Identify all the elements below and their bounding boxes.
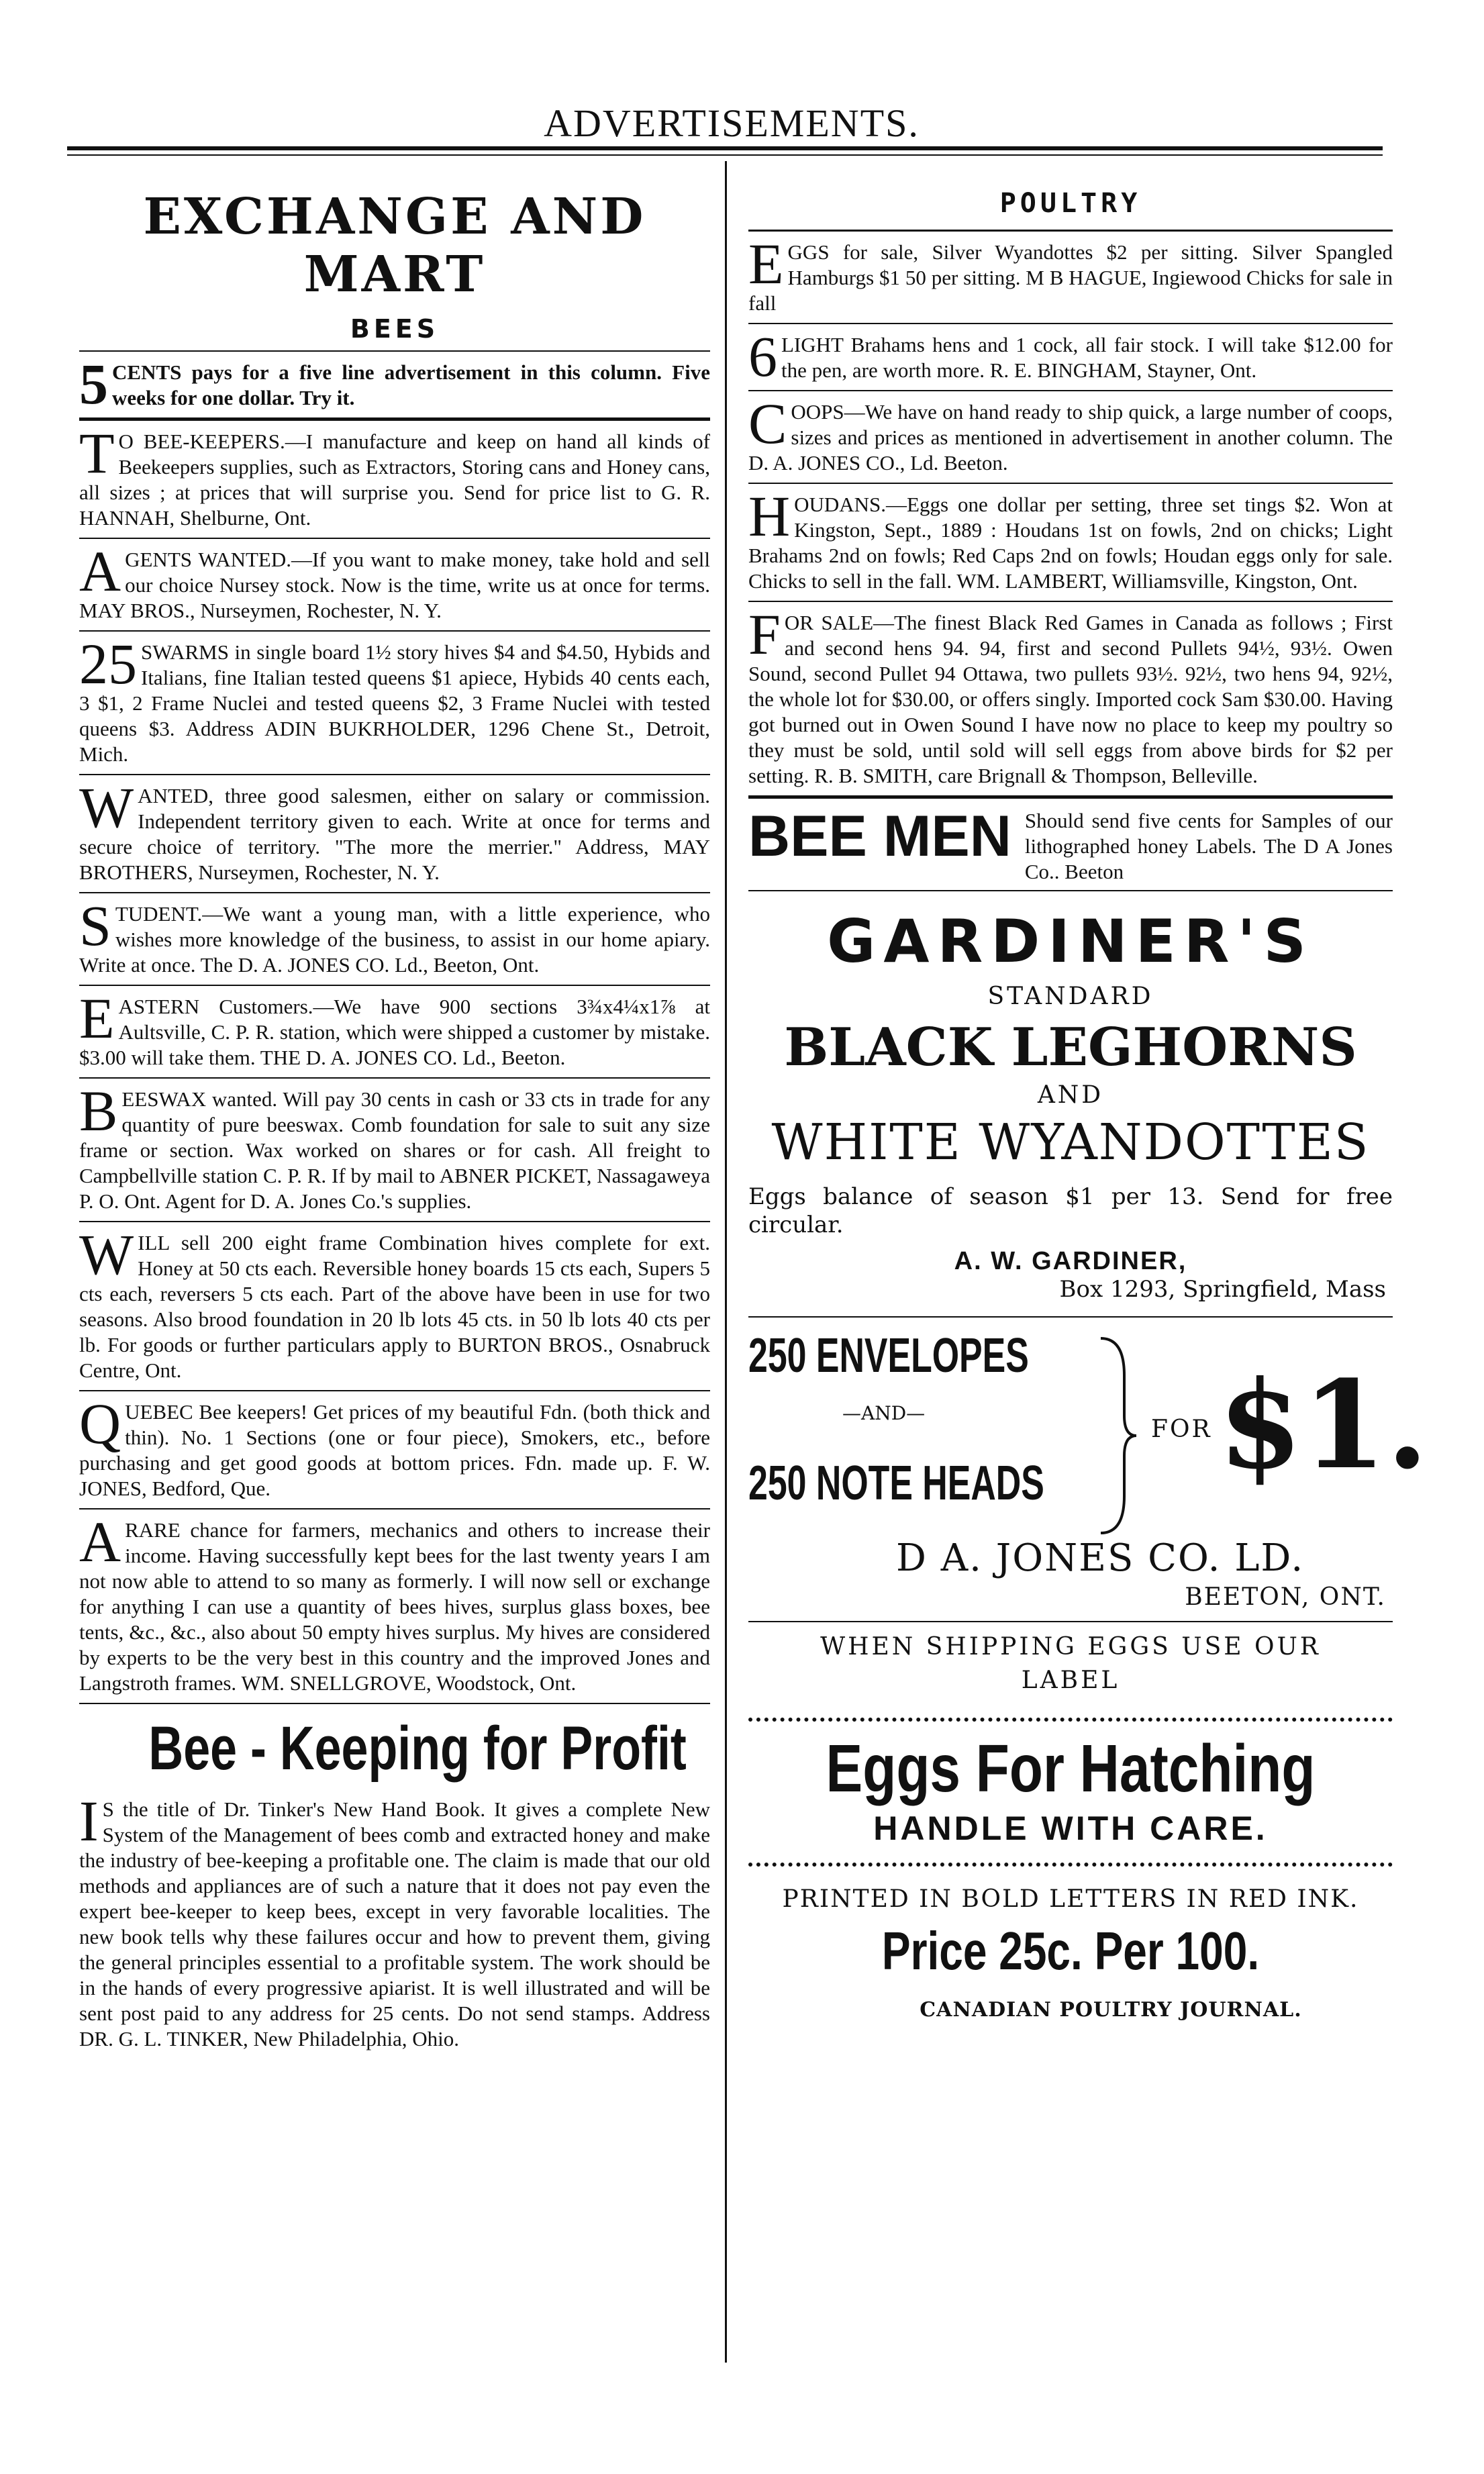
book-title: Bee - Keeping for Profit <box>148 1714 687 1783</box>
drop-cap: W <box>79 1222 134 1287</box>
ad-item <box>79 1391 710 1510</box>
drop-cap: 5 <box>79 352 108 416</box>
ad-item <box>748 602 1393 799</box>
drop-cap: S <box>79 893 111 958</box>
gardiner-title: GARDINER'S <box>827 907 1314 976</box>
ad-item <box>79 1079 710 1222</box>
drop-cap: A <box>79 1510 121 1574</box>
ad-text: CENTS pays for a five line advertisement in this column. Five weeks for one dollar. Try it. <box>112 360 710 409</box>
gardiner-eggs: Eggs balance of season $1 per 13. Send for free circular. <box>748 1183 1393 1238</box>
ad-text: GGS for sale, Silver Wyandottes $2 per sitting. Silver Spangled Hamburgs $1 50 per sitting. M B HAGUE, Ingiewood Chicks for sale in fall <box>748 240 1393 315</box>
exchange-title: EXCHANGE AND MART <box>143 188 646 303</box>
ad-text: GENTS WANTED.—If you want to make money, take hold and sell our choice Nursey stock. Now is the time, write us at once for terms. MAY BROS., Nurseymen, Rochester, N. Y. <box>79 548 710 622</box>
ad-item <box>79 632 710 775</box>
gardiner-name: A. W. GARDINER, <box>954 1247 1187 1275</box>
bee-men-heading: BEE MEN <box>748 804 1011 869</box>
envelopes-price: $1. <box>1218 1354 1429 1496</box>
drop-cap: C <box>748 391 787 456</box>
ad-text: RARE chance for farmers, mechanics and others to increase their income. Having successfully kept bees for the last twenty years I am not now able to attend to so many as formerly. I will now sell or exchange for anything I can use a quantity of bees hives, surplus glass boxes, bee tents, &c., &c., also about 50 empty hives surplus. My hives are considered by experts to be the very best in this country and the improved Jones and Langstroth frames. WM. SNELLGROVE, Woodstock, Ont. <box>79 1518 710 1695</box>
ad-item <box>748 324 1393 391</box>
right-column <box>748 168 1429 2022</box>
journal-name: CANADIAN POULTRY JOURNAL. <box>920 1998 1302 2022</box>
divider <box>748 1621 1393 1622</box>
ad-text: TUDENT.—We want a young man, with a little experience, who wishes more knowledge of the business, to assist in our home apiary. Write at once. The D. A. JONES CO. Ld., Beeton, Ont. <box>79 902 710 977</box>
ad-item <box>748 232 1393 324</box>
header-rule <box>67 146 1383 150</box>
ad-item <box>79 421 710 539</box>
drop-cap: 25 <box>79 632 137 696</box>
shipping-note: WHEN SHIPPING EGGS USE OUR LABEL <box>820 1633 1321 1694</box>
ad-item <box>79 1222 710 1391</box>
eggs-hatching-label <box>748 1728 1393 1856</box>
ad-text: SWARMS in single board 1½ story hives $4 and $4.50, Hybids and Italians, fine Italian tested queens $1 apiece, Hybids 40 cents each, 3 $1, 2 Frame Nuclei and tested queens $2, 3 Frame Nuclei with tested queens $3. Address ADIN BUKRHOLDER, 1296 Chene St., Detroit, Mich. <box>79 640 710 766</box>
column-divider <box>725 161 727 2363</box>
drop-cap: T <box>79 421 115 485</box>
drop-cap: I <box>79 1789 99 1853</box>
gardiner-and: AND <box>1037 1081 1104 1109</box>
drop-cap: F <box>748 602 781 666</box>
gardiner-line2: WHITE WYANDOTTES <box>771 1114 1370 1171</box>
ad-text: S the title of Dr. Tinker's New Hand Book. It gives a complete New System of the Management of bees comb and extracted honey and make the industry of bee-keeping a profitable one. The claim is made that our old methods and appliances are of such a nature that it does not pay even the expert bee-keeper to keep bees, except in very favorable localities. The new book tells why these failures occur and how to prevent them, giving the general principles essential to a profitable system. The work should be in the hands of every progressive apiarist. It is well illustrated and will be sent post paid to any address for 25 cents. Do not send stamps. Address DR. G. L. TINKER, New Philadelphia, Ohio. <box>79 1797 710 2050</box>
ad-text: ILL sell 200 eight frame Combination hives complete for ext. Honey at 50 cts each. Reversible honey boards 15 cts each, Supers 5 cts each, reversers 5 cts each. Part of the above have been in use for two seasons. Also brood foundation in 20 lb lots 45 cts. in 50 lb lots 40 cts per lb. For goods or further particulars apply to BURTON BROS., Osnabruck Centre, Ont. <box>79 1231 710 1382</box>
printed-note: PRINTED IN BOLD LETTERS IN RED INK. <box>782 1885 1359 1913</box>
ad-item <box>79 539 710 632</box>
gardiner-ad <box>748 891 1393 1318</box>
envelopes-for: FOR <box>1151 1416 1212 1443</box>
ad-item <box>748 484 1393 602</box>
poultry-title: POULTRY <box>748 168 1393 232</box>
left-column <box>79 168 710 2059</box>
book-ad <box>79 1789 710 2059</box>
envelopes-ad <box>748 1322 1429 1617</box>
bee-men-text: Should send five cents for Samples of our lithographed honey Labels. The D A Jones Co.. Beeton <box>1024 809 1393 883</box>
label-price: Price 25c. Per 100. <box>881 1921 1260 1981</box>
drop-cap: A <box>79 539 121 603</box>
intro-ad <box>79 352 710 421</box>
ad-text: O BEE-KEEPERS.—I manufacture and keep on hand all kinds of Beekeepers supplies, such as Extractors, Storing cans and Honey cans, all sizes ; at prices that will surprise you. Send for price list to G. R. HANNAH, Shelburne, Ont. <box>79 430 710 530</box>
ad-item <box>79 775 710 893</box>
ad-text: OR SALE—The finest Black Red Games in Canada as follows ; First and second hens 94. 94, first and second Pullets 94½, 93½. Owen Sound, second Pullet 94 Ottawa, two pullets 93½. 92½, two hens 94, 92½, the whole lot for $30.00, or offers singly. Imported cock Sam $30.00. Having got burned out in Owen Sound I have now no place to keep my poultry so they must be sold, until sold will sell eggs from above birds for $2 per setting. R. B. SMITH, care Brignall & Thompson, Belleville. <box>748 611 1393 787</box>
envelopes-town: BEETON, ONT. <box>1185 1583 1386 1611</box>
drop-cap: W <box>79 775 134 840</box>
dotted-rule <box>748 1718 1393 1722</box>
envelopes-line1: 250 ENVELOPES <box>748 1329 1029 1383</box>
ad-item <box>79 1510 710 1704</box>
ad-text: ANTED, three good salesmen, either on salary or commission. Independent territory given to each. Write at once for terms and secure choice of territory. "The more the merrier." Address, MAY BROTHERS, Nurseymen, Rochester, N. Y. <box>79 784 710 884</box>
gardiner-standard: STANDARD <box>987 983 1154 1010</box>
envelopes-line2: 250 NOTE HEADS <box>748 1456 1044 1510</box>
ad-text: OOPS—We have on hand ready to ship quick, a large number of coops, sizes and prices as mentioned in advertisement in another column. The D. A. JONES CO., Ld. Beeton. <box>748 400 1393 475</box>
drop-cap: H <box>748 484 791 548</box>
ad-text: OUDANS.—Eggs one dollar per setting, three set tings $2. Won at Kingston, Sept., 1889 : Houdans 1st on fowls, 2nd on chicks; Light Brahams 2nd on fowls; Red Caps 2nd on fowls; Houdan eggs only for sale. Chicks to sell in the fall. WM. LAMBERT, Williamsville, Kingston, Ont. <box>748 493 1393 593</box>
handle-with-care: HANDLE WITH CARE. <box>873 1810 1268 1847</box>
header-rule-thin <box>67 154 1383 156</box>
gardiner-address: Box 1293, Springfield, Mass <box>1059 1276 1386 1303</box>
envelopes-company: D A. JONES CO. LD. <box>896 1536 1305 1580</box>
ad-item <box>79 986 710 1079</box>
page-header: ADVERTISEMENTS. <box>544 101 920 145</box>
divider <box>748 1316 1393 1318</box>
ad-text: ASTERN Customers.—We have 900 sections 3¾x4¼x1⅞ at Aultsville, C. P. R. station, which were shipped a customer by mistake. $3.00 will take them. THE D. A. JONES CO. Ld., Beeton. <box>79 995 710 1069</box>
ad-item <box>79 893 710 986</box>
ad-text: UEBEC Bee keepers! Get prices of my beautiful Fdn. (both thick and thin). No. 1 Sections (one or four piece), Smokers, etc., before purchasing and get good goods at bottom prices. Fdn. made up. F. W. JONES, Bedford, Que. <box>79 1400 710 1500</box>
drop-cap: E <box>79 986 115 1050</box>
brace-icon <box>1097 1335 1138 1536</box>
ad-text: LIGHT Brahams hens and 1 cock, all fair stock. I will take $12.00 for the pen, are worth more. R. E. BINGHAM, Stayner, Ont. <box>781 333 1393 382</box>
drop-cap: 6 <box>748 324 777 389</box>
drop-cap: Q <box>79 1391 121 1456</box>
drop-cap: E <box>748 232 784 296</box>
drop-cap: B <box>79 1079 118 1143</box>
gardiner-line1: BLACK LEGHORNS <box>784 1017 1357 1078</box>
bees-subtitle: BEES <box>79 303 710 352</box>
bee-men-ad <box>748 799 1393 891</box>
ad-item <box>748 391 1393 484</box>
dotted-rule <box>748 1863 1393 1867</box>
ad-text: EESWAX wanted. Will pay 30 cents in cash or 33 cts in trade for any quantity of pure beeswax. Comb foundation for sale to suit any size frame or section. Wax worked on shares or for cash. All freight to Campbellville station C. P. R. If by mail to ABNER PICKET, Nassagaweya P. O. Ont. Agent for D. A. Jones Co.'s supplies. <box>79 1087 710 1213</box>
eggs-hatching-title: Eggs For Hatching <box>826 1731 1316 1806</box>
envelopes-and: —AND— <box>842 1402 926 1424</box>
